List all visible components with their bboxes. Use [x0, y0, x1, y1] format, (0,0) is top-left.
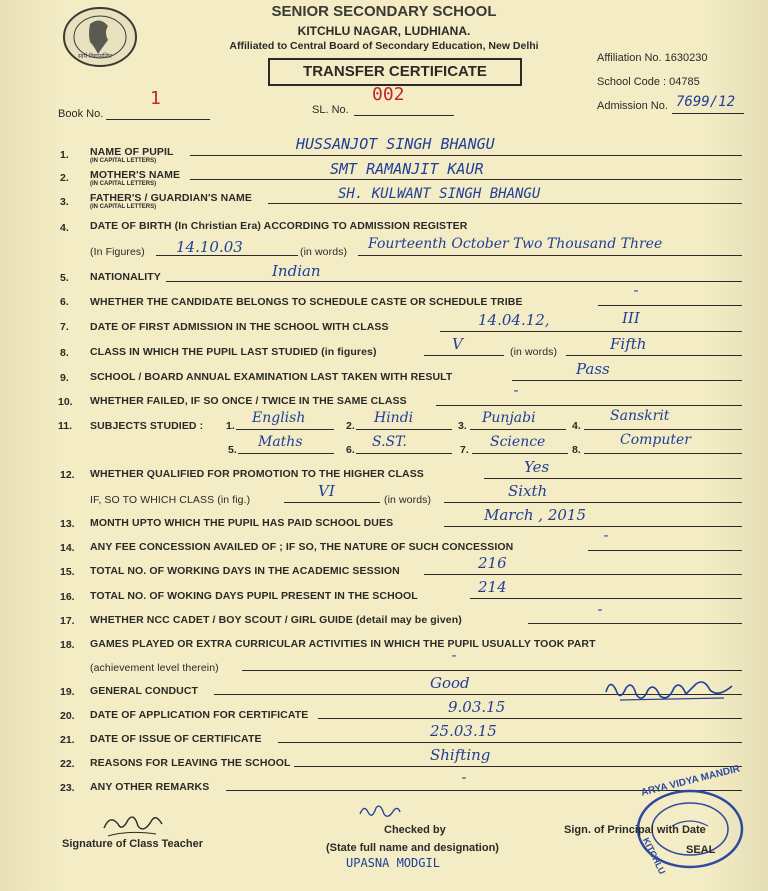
label-last-exam: SCHOOL / BOARD ANNUAL EXAMINATION LAST TAKEN WITH RESULT: [90, 371, 453, 383]
book-label: Book No.: [58, 108, 104, 120]
checker-signature: [356, 800, 402, 824]
label-which-class: IF, SO TO WHICH CLASS (in fig.): [90, 494, 251, 506]
book-value: 1: [150, 88, 161, 109]
subject-number: 4.: [572, 420, 581, 432]
admission-label: Admission No.: [597, 100, 668, 112]
school-code: School Code : 04785: [597, 76, 700, 88]
item-number: 13.: [60, 518, 75, 530]
school-address: KITCHLU NAGAR, LUDHIANA.: [297, 24, 471, 38]
value-last-exam: Pass: [576, 360, 610, 378]
label-capital-note: (IN CAPITAL LETTERS): [90, 181, 157, 187]
label-last-class: CLASS IN WHICH THE PUPIL LAST STUDIED (in figures): [90, 346, 377, 358]
label-in-words: (in words): [510, 346, 558, 358]
value-mothers-name: SMT RAMANJIT KAUR: [330, 160, 484, 178]
subject-number: 7.: [460, 444, 469, 456]
logo-text: सार्य विद्यामन्दिर: [78, 53, 112, 60]
label-capital-note: (IN CAPITAL LETTERS): [90, 158, 157, 164]
label-reasons: REASONS FOR LEAVING THE SCHOOL: [90, 757, 291, 769]
value-ncc: -: [596, 602, 605, 618]
item-number: 23.: [60, 782, 75, 794]
label-conduct: GENERAL CONDUCT: [90, 685, 199, 697]
item-number: 5.: [60, 272, 69, 284]
subject-number: 1.: [226, 420, 235, 432]
subject-number: 3.: [458, 420, 467, 432]
value-dues-month: March , 2015: [484, 506, 587, 524]
affiliation-no: Affiliation No. 1630230: [597, 52, 708, 64]
label-sc-st: WHETHER THE CANDIDATE BELONGS TO SCHEDULE CASTE OR SCHEDULE TRIBE: [90, 296, 523, 308]
item-number: 20.: [60, 710, 75, 722]
certificate-title: TRANSFER CERTIFICATE: [268, 58, 522, 86]
item-number: 6.: [60, 296, 69, 308]
label-days-present: TOTAL NO. OF WOKING DAYS PUPIL PRESENT IN THE SCHOOL: [90, 590, 418, 602]
item-number: 17.: [60, 615, 75, 627]
value-fee-concession: -: [602, 528, 611, 544]
item-number: 21.: [60, 734, 75, 746]
subject-5: Maths: [258, 434, 303, 450]
item-number: 11.: [58, 420, 73, 432]
affiliation-text: Affiliated to Central Board of Secondary Education, New Delhi: [229, 40, 539, 52]
principal-signature-label: Sign. of Principal with Date: [564, 824, 706, 836]
value-conduct: Good: [430, 674, 470, 692]
subject-6: S.ST.: [372, 434, 407, 450]
value-dob-figures: 14.10.03: [176, 238, 243, 256]
subject-number: 8.: [572, 444, 581, 456]
value-issue-date: 25.03.15: [430, 722, 497, 740]
item-number: 14.: [60, 542, 75, 554]
subject-number: 6.: [346, 444, 355, 456]
value-days-present: 214: [478, 578, 507, 596]
item-number: 4.: [60, 222, 69, 234]
value-last-class-words: Fifth: [610, 335, 647, 353]
value-remarks: -: [460, 770, 469, 786]
label-subjects: SUBJECTS STUDIED :: [90, 420, 204, 432]
teacher-signature-label: Signature of Class Teacher: [62, 838, 204, 850]
value-promotion: Yes: [524, 458, 550, 476]
item-number: 16.: [60, 591, 75, 603]
value-dob-words: Fourteenth October Two Thousand Three: [368, 236, 663, 252]
principal-signature: [600, 672, 740, 712]
admission-value: 7699/12: [676, 94, 736, 110]
subject-number: 5.: [228, 444, 237, 456]
value-working-days: 216: [478, 554, 507, 572]
label-application-date: DATE OF APPLICATION FOR CERTIFICATE: [90, 709, 309, 721]
value-last-class-fig: V: [452, 335, 463, 353]
teacher-signature: [98, 808, 168, 842]
value-which-class-words: Sixth: [508, 482, 548, 500]
label-capital-note: (IN CAPITAL LETTERS): [90, 204, 157, 210]
label-in-words: (in words): [384, 494, 432, 506]
value-fathers-name: SH. KULWANT SINGH BHANGU: [338, 186, 541, 202]
label-ncc: WHETHER NCC CADET / BOY SCOUT / GIRL GUIDE (detail may be given): [90, 614, 462, 626]
label-issue-date: DATE OF ISSUE OF CERTIFICATE: [90, 733, 262, 745]
checked-by-label: Checked by: [384, 824, 446, 836]
value-failed: -: [512, 383, 521, 399]
subject-4: Sanskrit: [610, 408, 670, 424]
label-nationality: NATIONALITY: [90, 271, 161, 283]
school-name: SENIOR SECONDARY SCHOOL: [271, 3, 497, 20]
subject-7: Science: [490, 434, 546, 450]
item-number: 22.: [60, 758, 75, 770]
item-number: 19.: [60, 686, 75, 698]
subject-1: English: [252, 410, 306, 426]
subject-2: Hindi: [374, 410, 414, 426]
item-number: 10.: [58, 396, 73, 408]
checked-name: UPASNA MODGIL: [346, 856, 440, 870]
label-first-admission: DATE OF FIRST ADMISSION IN THE SCHOOL WITH CLASS: [90, 321, 389, 333]
value-application-date: 9.03.15: [448, 698, 506, 716]
value-sc-st: -: [632, 283, 641, 299]
label-in-figures: (In Figures): [90, 246, 145, 258]
label-mothers-name: MOTHER'S NAME: [90, 169, 181, 181]
value-which-class-fig: VI: [318, 482, 335, 500]
item-number: 12.: [60, 469, 75, 481]
label-remarks: ANY OTHER REMARKS: [90, 781, 210, 793]
seal-text-2: KITCHLU: [641, 836, 668, 876]
label-name-of-pupil: NAME OF PUPIL: [90, 146, 174, 158]
label-working-days: TOTAL NO. OF WORKING DAYS IN THE ACADEMIC SESSION: [90, 565, 400, 577]
label-achievement: (achievement level therein): [90, 662, 219, 674]
subject-8: Computer: [620, 432, 691, 448]
value-games: -: [450, 648, 459, 664]
label-date-of-birth: DATE OF BIRTH (In Christian Era) ACCORDING TO ADMISSION REGISTER: [90, 220, 468, 232]
subject-3: Punjabi: [482, 410, 536, 426]
value-first-admission-class: III: [622, 309, 640, 327]
subject-number: 2.: [346, 420, 355, 432]
item-number: 9.: [60, 372, 69, 384]
item-number: 2.: [60, 172, 69, 184]
value-first-admission-date: 14.04.12,: [478, 311, 550, 329]
seal-text: ARYA VIDYA MANDIR: [640, 763, 742, 799]
label-fathers-name: FATHER'S / GUARDIAN'S NAME: [90, 192, 252, 204]
label-promotion: WHETHER QUALIFIED FOR PROMOTION TO THE HIGHER CLASS: [90, 468, 424, 480]
seal-label: SEAL: [686, 844, 716, 856]
item-number: 1.: [60, 149, 69, 161]
item-number: 7.: [60, 321, 69, 333]
label-fee-concession: ANY FEE CONCESSION AVAILED OF ; IF SO, THE NATURE OF SUCH CONCESSION: [90, 541, 514, 553]
label-failed: WHETHER FAILED, IF SO ONCE / TWICE IN THE SAME CLASS: [90, 395, 407, 407]
label-games: GAMES PLAYED OR EXTRA CURRICULAR ACTIVITIES IN WHICH THE PUPIL USUALLY TOOK PART: [90, 638, 596, 650]
item-number: 8.: [60, 347, 69, 359]
item-number: 3.: [60, 196, 69, 208]
value-name-of-pupil: HUSSANJOT SINGH BHANGU: [296, 135, 495, 153]
sl-value: 002: [372, 84, 405, 105]
value-nationality: Indian: [272, 262, 321, 280]
checked-sub-label: (State full name and designation): [326, 842, 499, 854]
item-number: 15.: [60, 566, 75, 578]
sl-label: SL. No.: [312, 104, 349, 116]
item-number: 18.: [60, 639, 75, 651]
value-reasons: Shifting: [430, 746, 491, 764]
label-dues-month: MONTH UPTO WHICH THE PUPIL HAS PAID SCHOOL DUES: [90, 517, 394, 529]
label-in-words: (in words): [300, 246, 348, 258]
